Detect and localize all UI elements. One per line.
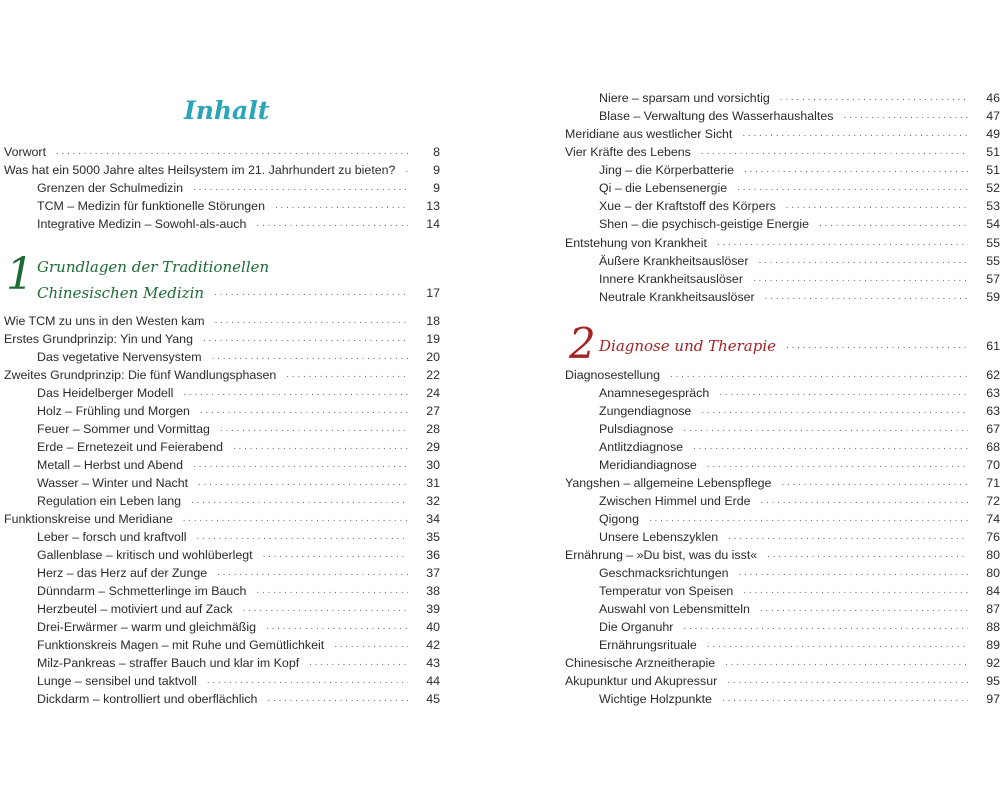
chapter-number: 2 [569,319,596,368]
toc-subentry[interactable]: Regulation ein Leben lang . . . 32 [0,492,440,510]
toc-subentry[interactable]: Temperatur von Speisen . . . 84 [563,582,1000,600]
toc-subentry[interactable]: Metall – Herbst und Abend . . . 30 [0,456,440,474]
toc-subentry[interactable]: Zwischen Himmel und Erde . . . 72 [563,492,1000,510]
toc-entry[interactable]: Zweites Grundprinzip: Die fünf Wandlungsphasen . . . 22 [0,366,440,384]
toc-subentry[interactable]: Äußere Krankheitsauslöser . . . 55 [563,252,1000,270]
toc-subentry[interactable]: Pulsdiagnose . . . 67 [563,420,1000,438]
toc-entry[interactable]: Ernährung – »Du bist, was du isst« . . . 80 [563,546,1000,564]
toc-subentry[interactable]: Herzbeutel – motiviert und auf Zack . . . 39 [0,600,440,618]
toc-subentry[interactable]: Lunge – sensibel und taktvoll . . . 44 [0,672,440,690]
toc-entry[interactable]: Was hat ein 5000 Jahre altes Heilsystem im 21. Jahrhundert zu bieten? . . . 9 [0,161,440,179]
toc-subentry[interactable]: Wasser – Winter und Nacht . . . 31 [0,474,440,492]
toc-entry[interactable]: Akupunktur und Akupressur . . . 95 [563,672,1000,690]
toc-entry[interactable]: Vier Kräfte des Lebens . . . 51 [563,143,1000,161]
toc-subentry[interactable]: Qigong . . . 74 [563,510,1000,528]
toc-subentry[interactable]: Qi – die Lebensenergie . . . 52 [563,179,1000,197]
toc-subentry[interactable]: Funktionskreis Magen – mit Ruhe und Gemütlichkeit . . . 42 [0,636,440,654]
toc-subentry[interactable]: Herz – das Herz auf der Zunge . . . 37 [0,564,440,582]
toc-subentry[interactable]: Ernährungsrituale . . . 89 [563,636,1000,654]
page-title: Inhalt [184,96,270,125]
toc-subentry[interactable]: Blase – Verwaltung des Wasserhaushaltes . . . 47 [563,107,1000,125]
toc-subentry[interactable]: Xue – der Kraftstoff des Körpers . . . 53 [563,197,1000,215]
toc-entry[interactable]: Vorwort . . . 8 [0,143,440,161]
toc-entry[interactable]: Chinesische Arzneitherapie . . . 92 [563,654,1000,672]
toc-entry[interactable]: Wie TCM zu uns in den Westen kam . . . 18 [0,312,440,330]
toc-subentry[interactable]: Auswahl von Lebensmitteln . . . 87 [563,600,1000,618]
toc-entry[interactable]: Yangshen – allgemeine Lebenspflege . . . 71 [563,474,1000,492]
toc-entry[interactable]: Funktionskreise und Meridiane . . . 34 [0,510,440,528]
toc-entry[interactable]: Erstes Grundprinzip: Yin und Yang . . . 19 [0,330,440,348]
toc-subentry[interactable]: Gallenblase – kritisch und wohlüberlegt . . . 36 [0,546,440,564]
toc-subentry[interactable]: Wichtige Holzpunkte . . . 97 [563,690,1000,708]
toc-subentry[interactable]: Leber – forsch und kraftvoll . . . 35 [0,528,440,546]
toc-subentry[interactable]: Antlitzdiagnose . . . 68 [563,438,1000,456]
toc-subentry[interactable]: Geschmacksrichtungen . . . 80 [563,564,1000,582]
chapter-number: 1 [6,249,34,300]
toc-subentry[interactable]: Neutrale Krankheitsauslöser . . . 59 [563,288,1000,306]
toc-subentry[interactable]: Milz-Pankreas – straffer Bauch und klar im Kopf . . . 43 [0,654,440,672]
chapter-2-heading[interactable]: 2 Diagnose und Therapie . . . 61 [563,322,1000,368]
toc-subentry[interactable]: Meridiandiagnose . . . 70 [563,456,1000,474]
chapter-title: Diagnose und Therapie [599,337,777,355]
toc-subentry[interactable]: Das vegetative Nervensystem . . . 20 [0,348,440,366]
toc-subentry[interactable]: Erde – Ernetezeit und Feierabend . . . 29 [0,438,440,456]
toc-subentry[interactable]: Zungendiagnose . . . 63 [563,402,1000,420]
chapter-title-line1: Grundlagen der Traditionellen [37,258,270,276]
toc-subentry[interactable]: Drei-Erwärmer – warm und gleichmäßig . . . 40 [0,618,440,636]
toc-subentry[interactable]: Die Organuhr . . . 88 [563,618,1000,636]
toc-subentry[interactable]: Shen – die psychisch-geistige Energie . . . 54 [563,215,1000,233]
toc-entry[interactable]: Diagnosestellung . . . 62 [563,366,1000,384]
toc-subentry[interactable]: Grenzen der Schulmedizin . . . 9 [0,179,440,197]
toc-subentry[interactable]: TCM – Medizin für funktionelle Störungen . . . 13 [0,197,440,215]
toc-entry[interactable]: Entstehung von Krankheit . . . 55 [563,234,1000,252]
toc-subentry[interactable]: Integrative Medizin – Sowohl-als-auch . . . 14 [0,215,440,233]
toc-subentry[interactable]: Innere Krankheitsauslöser . . . 57 [563,270,1000,288]
toc-entry[interactable]: Meridiane aus westlicher Sicht . . . 49 [563,125,1000,143]
toc-subentry[interactable]: Unsere Lebenszyklen . . . 76 [563,528,1000,546]
toc-subentry[interactable]: Feuer – Sommer und Vormittag . . . 28 [0,420,440,438]
toc-subentry[interactable]: Dünndarm – Schmetterlinge im Bauch . . . 38 [0,582,440,600]
chapter-title-line2: Chinesischen Medizin [37,284,205,302]
toc-subentry[interactable]: Dickdarm – kontrolliert und oberflächlich . . . 45 [0,690,440,708]
toc-subentry[interactable]: Das Heidelberger Modell . . . 24 [0,384,440,402]
toc-subentry[interactable]: Anamnesegespräch . . . 63 [563,384,1000,402]
toc-subentry[interactable]: Niere – sparsam und vorsichtig . . . 46 [563,89,1000,107]
chapter-1-heading[interactable]: 1 Grundlagen der Traditionellen Chinesischen Medizin . . . 17 [0,252,440,304]
toc-subentry[interactable]: Holz – Frühling und Morgen . . . 27 [0,402,440,420]
toc-subentry[interactable]: Jing – die Körperbatterie . . . 51 [563,161,1000,179]
